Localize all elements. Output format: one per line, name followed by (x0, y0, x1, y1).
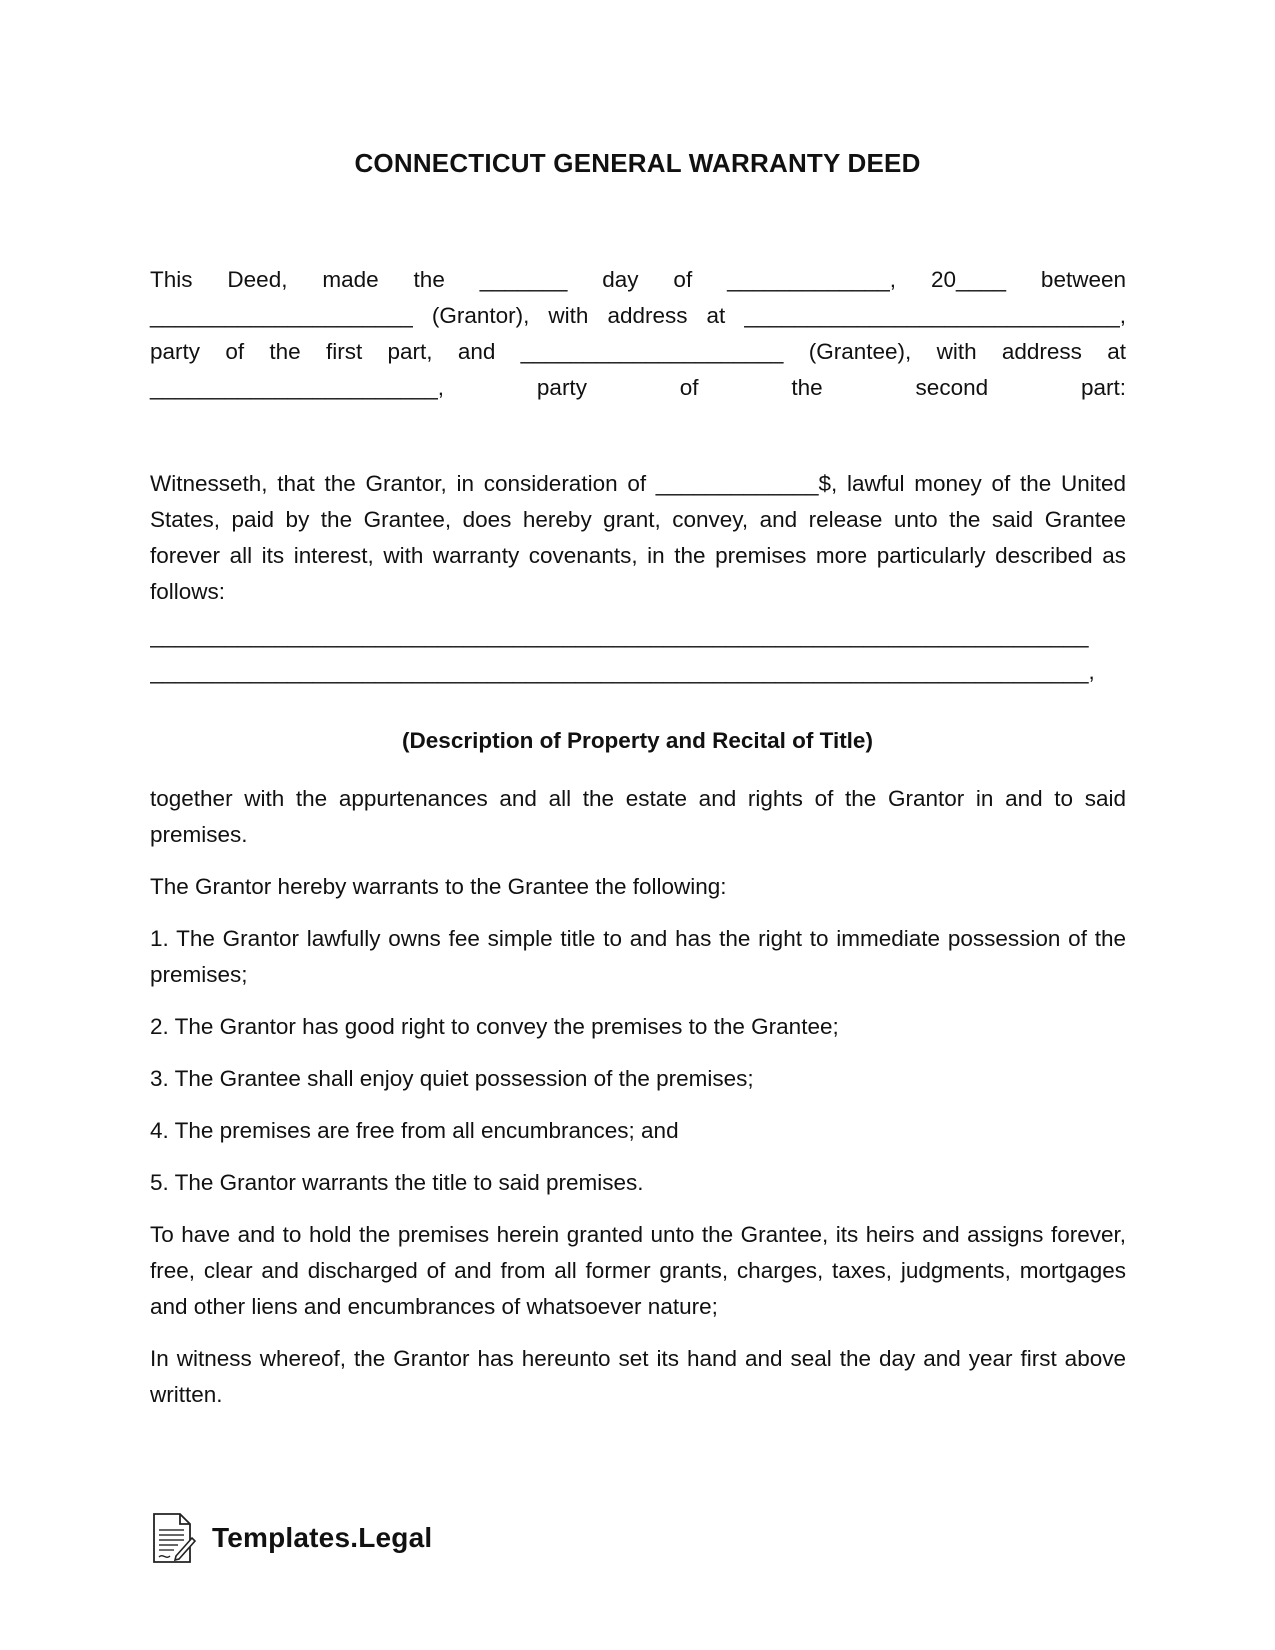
warranty-item-2: 2. The Grantor has good right to convey the premises to the Grantee; (150, 1014, 839, 1039)
intro-line-2: _____________________ (Grantor), with address at ______________________________, (150, 303, 1126, 328)
witnesseth-paragraph: Witnesseth, that the Grantor, in consideration of _____________$, lawful money of the United States, paid by the Grantee, does hereby grant, convey, and release unto the said Grantee forever all its interest, with warranty covenants, in the premises more particularly described as follows: (150, 471, 1126, 604)
document-pen-icon (150, 1510, 196, 1566)
blank-line-1: ___________________________________________________________________________ (150, 623, 1089, 648)
in-witness-paragraph: In witness whereof, the Grantor has hereunto set its hand and seal the day and year first above written. (150, 1346, 1126, 1407)
intro-line-1: This Deed, made the _______ day of _____________, 20____ between (150, 267, 1126, 292)
warrants-intro: The Grantor hereby warrants to the Grantee the following: (150, 874, 727, 899)
brand-name: Templates.Legal (212, 1522, 433, 1553)
intro-line-4: _______________________, party of the second part: (150, 375, 1126, 400)
clauses (150, 781, 1126, 1429)
warranty-item-1: 1. The Grantor lawfully owns fee simple title to and has the right to immediate possession of the premises; (150, 926, 1126, 987)
to-have-paragraph: To have and to hold the premises herein granted unto the Grantee, its heirs and assigns forever, free, clear and discharged of and from all former grants, charges, taxes, judgments, mortgages and other liens and encumbrances of whatsoever nature; (150, 1222, 1126, 1319)
footer-brand (150, 1510, 432, 1566)
warranty-item-4: 4. The premises are free from all encumbrances; and (150, 1118, 679, 1143)
property-blank-lines (150, 618, 1126, 690)
property-caption: (Description of Property and Recital of Title) (402, 728, 873, 753)
warranty-item-5: 5. The Grantor warrants the title to said premises. (150, 1170, 644, 1195)
together-paragraph: together with the appurtenances and all the estate and rights of the Grantor in and to said premises. (150, 786, 1126, 847)
intro-paragraph (150, 262, 1126, 406)
blank-line-2: ___________________________________________________________________________, (150, 659, 1095, 684)
intro-line-3: party of the first part, and _____________________ (Grantee), with address at (150, 339, 1126, 364)
document-title: CONNECTICUT GENERAL WARRANTY DEED (354, 148, 921, 178)
warranty-item-3: 3. The Grantee shall enjoy quiet possession of the premises; (150, 1066, 754, 1091)
